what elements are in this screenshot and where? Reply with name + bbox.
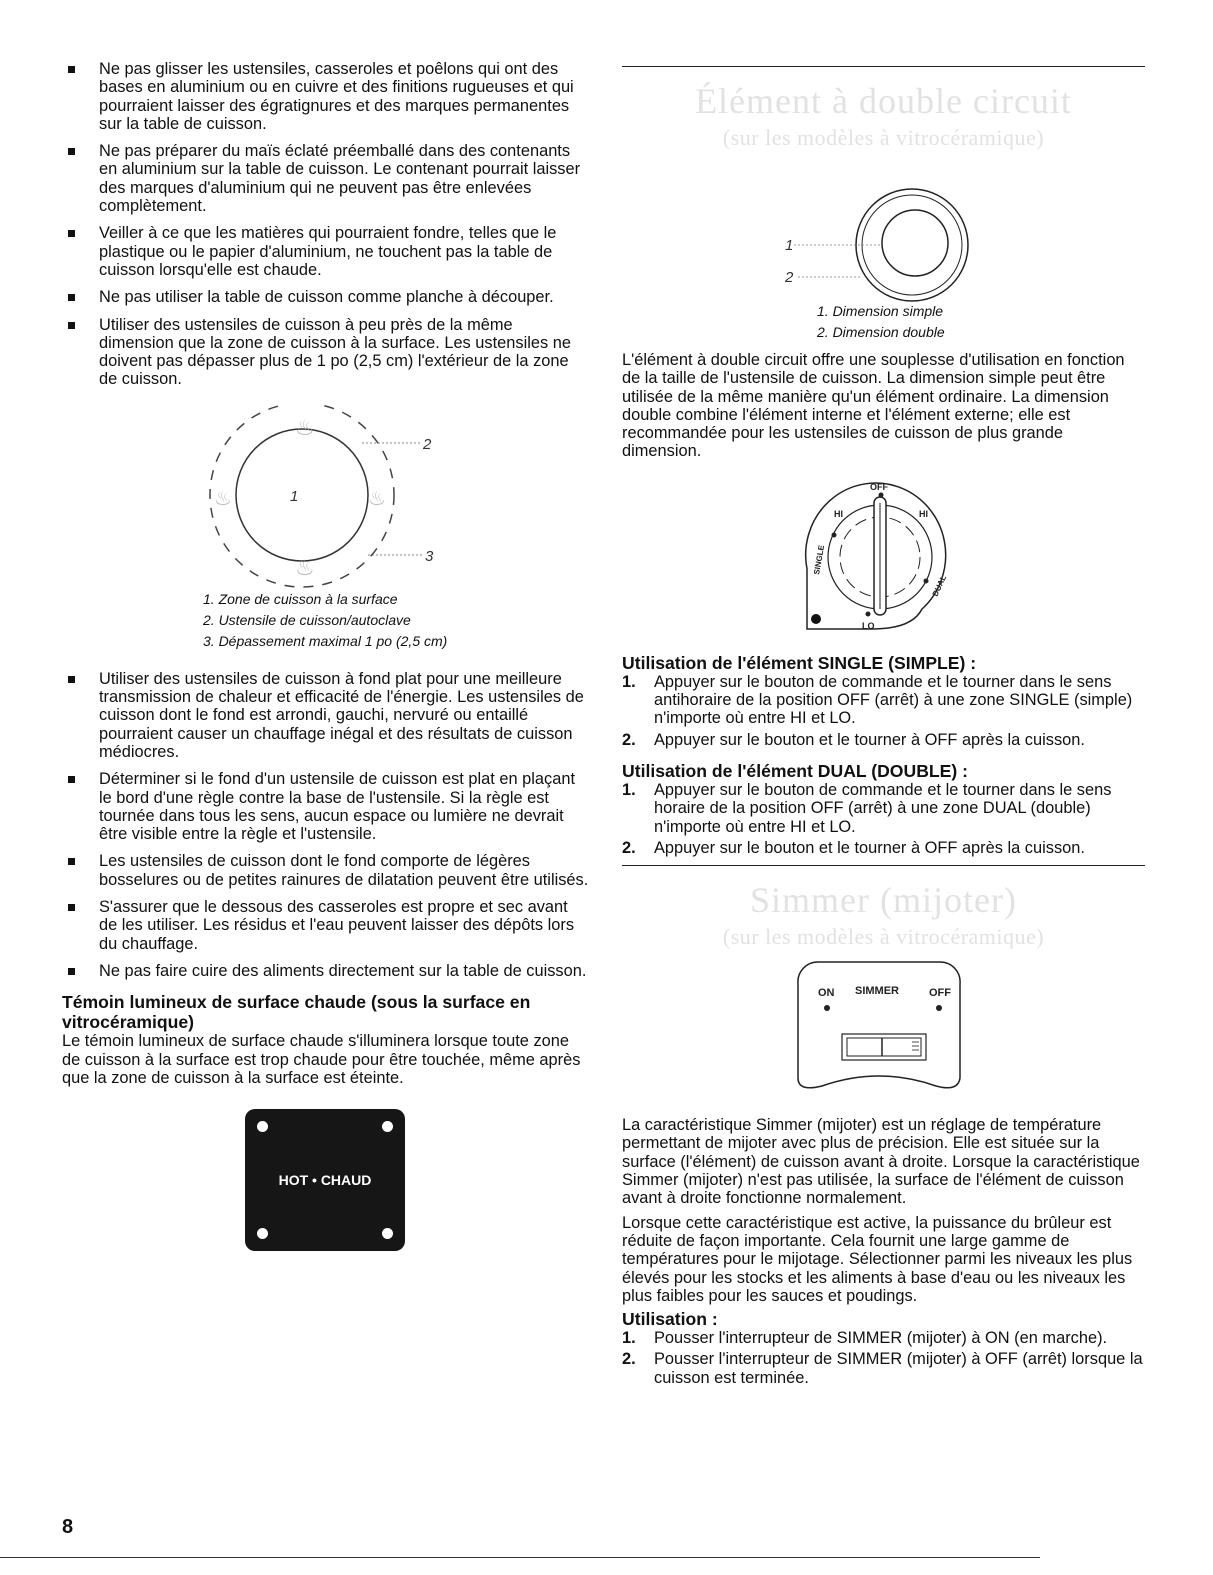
dual-element-text: L'élément à double circuit offre une souplesse d'utilisation en fonction de la taille de l'ustensile de cuisson. La dimension simple peut être utilisée de la même manière qu'un élément ordinaire. La dimension double combine l'élément interne et l'élément externe; elle est recommandée pour les ustensiles de cuisson de plus grande dimension. bbox=[622, 351, 1125, 461]
bullet-item: Ne pas glisser les ustensiles, casseroles et poêlons qui ont des bases en aluminium ou en cuivre et des finitions rugueuses et qui pourraient laisser des égratignures et des marques permanentes sur la table de cuisson. bbox=[62, 60, 590, 133]
indicator-dot-icon bbox=[382, 1121, 393, 1132]
simmer-title: Simmer (mijoter) bbox=[750, 880, 1017, 921]
callout-3: 3 bbox=[425, 547, 434, 565]
caption-3: 3. Dépassement maximal 1 po (2,5 cm) bbox=[203, 632, 448, 649]
step-item: 2. Pousser l'interrupteur de SIMMER (mijoter) à OFF (arrêt) lorsque la cuisson est terminée. bbox=[622, 1350, 1143, 1387]
off-label: OFF bbox=[929, 987, 951, 1000]
svg-text:♨: ♨ bbox=[295, 555, 315, 581]
simmer-subtitle: (sur les modèles à vitrocéramique) bbox=[722, 924, 1045, 950]
bullet-item: S'assurer que le dessous des casseroles est propre et sec avant de les utiliser. Les résidus et l'eau peuvent laisser des dépôts lors du chauffage. bbox=[62, 898, 590, 953]
hot-chaud-label: HOT • CHAUD bbox=[278, 1172, 372, 1189]
cookware-bullets-b bbox=[62, 670, 590, 980]
single-steps bbox=[622, 673, 1145, 749]
bullet-item: Les ustensiles de cuisson dont le fond comporte de légères bosselures ou de petites rainures de dilatation peuvent être utilisés. bbox=[62, 852, 590, 889]
cookware-size-diagram bbox=[62, 405, 590, 605]
bullet-item: Ne pas préparer du maïs éclaté préemballé dans des contenants en aluminium sur la table de cuisson. Le contenant pourrait laisser des marques d'aluminium qui ne peuvent pas être enlevées complètement. bbox=[62, 142, 590, 215]
page-number: 8 bbox=[62, 1516, 74, 1538]
section-divider bbox=[622, 66, 1145, 67]
hi-mark: HI bbox=[834, 508, 843, 519]
step-item: 1. Pousser l'interrupteur de SIMMER (mijoter) à ON (en marche). bbox=[622, 1329, 1108, 1348]
dual-knob-diagram bbox=[622, 479, 1145, 639]
bullet-item: Ne pas faire cuire des aliments directement sur la table de cuisson. bbox=[62, 962, 590, 980]
simmer-switch-diagram bbox=[622, 958, 1145, 1110]
simmer-switch-illustration bbox=[622, 958, 1145, 1110]
lo-mark: LO bbox=[862, 620, 875, 631]
left-column bbox=[62, 60, 590, 1251]
simmer-text-1: La caractéristique Simmer (mijoter) est un réglage de température permettant de mijoter avec plus de précision. Elle est située sur la surface (l'élément) de cuisson avant à droite. Lorsque la caractéristique Simmer (mijoter) n'est pas utilisée, la surface de l'élément de cuisson avant à droite fonctionne normalement. bbox=[622, 1116, 1140, 1208]
hot-surface-text: Le témoin lumineux de surface chaude s'illuminera lorsque toute zone de cuisson à la surface est trop chaude pour être touchée, même après que la zone de cuisson à la surface est éteinte. bbox=[62, 1032, 581, 1087]
bullet-item: Ne pas utiliser la table de cuisson comme planche à découper. bbox=[62, 288, 590, 306]
hot-surface-heading: Témoin lumineux de surface chaude (sous la surface en vitrocéramique) bbox=[62, 992, 531, 1033]
svg-text:♨: ♨ bbox=[214, 485, 232, 510]
dual-element-title: Élément à double circuit bbox=[695, 81, 1072, 121]
dual-captions bbox=[817, 301, 1145, 343]
dual-mark: DUAL bbox=[930, 573, 949, 598]
caption-1: 1. Dimension simple bbox=[817, 303, 944, 319]
caption-2: 2. Ustensile de cuisson/autoclave bbox=[203, 611, 411, 628]
control-knob-illustration bbox=[622, 479, 1145, 639]
dual-element-diagram bbox=[622, 157, 1145, 307]
indicator-dot-icon bbox=[382, 1228, 393, 1239]
simmer-text-2: Lorsque cette caractéristique est active, la puissance du brûleur est réduite de façon importante. Cela fournit une large gamme de températures pour le mijotage. Sélectionner parmi les niveaux les plus élevés pour les stocks et les aliments à base d'eau ou les niveaux les plus faibles pour les sauces et poudings. bbox=[622, 1213, 1133, 1305]
svg-text:♨: ♨ bbox=[295, 415, 315, 441]
hot-surface-indicator bbox=[245, 1109, 405, 1251]
simmer-label: SIMMER bbox=[855, 985, 899, 998]
caption-1: 1. Zone de cuisson à la surface bbox=[203, 590, 398, 607]
simmer-usage-heading: Utilisation : bbox=[622, 1309, 718, 1330]
cookware-overhang-illustration bbox=[62, 405, 590, 605]
hi-mark: HI bbox=[919, 508, 928, 519]
footer-rule bbox=[0, 1557, 1040, 1558]
callout-2: 2 bbox=[785, 269, 794, 286]
callout-1: 1 bbox=[290, 487, 299, 505]
indicator-dot-icon bbox=[257, 1121, 268, 1132]
cookware-bullets-a bbox=[62, 60, 590, 389]
svg-text:♨: ♨ bbox=[368, 485, 386, 510]
indicator-dot-icon bbox=[257, 1228, 268, 1239]
on-label: ON bbox=[818, 987, 835, 1000]
dual-heading: Utilisation de l'élément DUAL (DOUBLE) : bbox=[622, 760, 968, 781]
bullet-item: Déterminer si le fond d'un ustensile de cuisson est plat en plaçant le bord d'une règle contre la base de l'ustensile. Si la règle est tournée dans tous les sens, aucun espace ou lumière ne devrait être visible entre la règle et l'ustensile. bbox=[62, 770, 590, 843]
step-item: 2. Appuyer sur le bouton et le tourner à OFF après la cuisson. bbox=[622, 730, 1085, 749]
right-column bbox=[622, 60, 1145, 1390]
single-heading: Utilisation de l'élément SINGLE (SIMPLE) : bbox=[622, 652, 977, 673]
bullet-item: Veiller à ce que les matières qui pourraient fondre, telles que le plastique ou le papier d'aluminium, ne touchent pas la table de cuisson lorsqu'elle est chaude. bbox=[62, 224, 590, 279]
dual-element-subtitle: (sur les modèles à vitrocéramique) bbox=[722, 125, 1045, 150]
off-mark: OFF bbox=[870, 481, 888, 492]
single-mark: SINGLE bbox=[812, 544, 827, 576]
dual-steps bbox=[622, 781, 1145, 857]
section-divider bbox=[622, 865, 1145, 866]
step-item: 2. Appuyer sur le bouton et le tourner à OFF après la cuisson. bbox=[622, 838, 1085, 857]
caption-2: 2. Dimension double bbox=[817, 324, 945, 340]
step-item: 1. Appuyer sur le bouton de commande et le tourner dans le sens horaire de la position OFF (arrêt) à une zone DUAL (double) n'importe où entre HI et LO. bbox=[622, 780, 1112, 836]
callout-1: 1 bbox=[785, 237, 794, 254]
step-item: 1. Appuyer sur le bouton de commande et le tourner dans le sens antihoraire de la position OFF (arrêt) à une zone SINGLE (simple) n'importe où entre HI et LO. bbox=[622, 672, 1133, 728]
simmer-steps bbox=[622, 1329, 1145, 1387]
bullet-item: Utiliser des ustensiles de cuisson à fond plat pour une meilleure transmission de chaleur et efficacité de l'énergie. Les ustensiles de cuisson dont le fond est arrondi, gauchi, nervuré ou entaillé pourraient causer un chauffage inégal et des résultats de cuisson médiocres. bbox=[62, 670, 590, 761]
dual-circuit-illustration bbox=[622, 157, 1145, 307]
bullet-item: Utiliser des ustensiles de cuisson à peu près de la même dimension que la zone de cuisson à la surface. Les ustensiles ne doivent pas dépasser plus de 1 po (2,5 cm) l'extérieur de la zone de cuisson. bbox=[62, 316, 590, 389]
callout-2: 2 bbox=[423, 435, 432, 453]
